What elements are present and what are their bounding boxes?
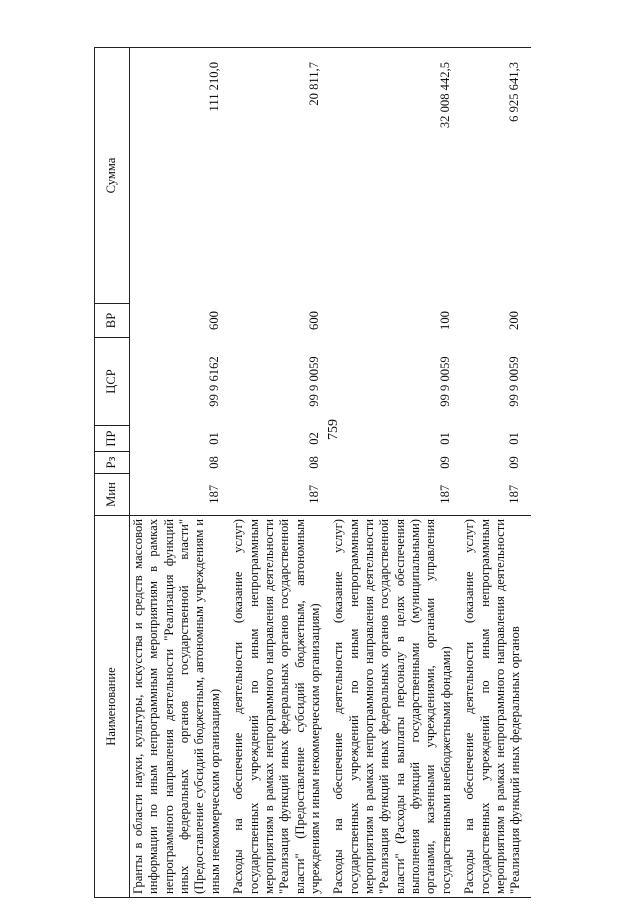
row-pr: 01 <box>206 432 221 445</box>
row-sum: 32 008 442,5 <box>330 48 461 304</box>
header-pr: ПР <box>95 426 130 452</box>
row-pr: 01 <box>437 432 452 445</box>
table-row <box>130 48 231 898</box>
row-min: 187 <box>437 484 452 504</box>
row-sum: 20 811,7 <box>230 48 330 304</box>
row-name: Расходы на обеспечение деятельности (оказание услуг) государственных учреждений по иным непрограммным мероприятиям в рамках непрограммного направления деятельности "Реализация функций иных федеральных органов государственной власти" (Предоставление субсидий бюджетным, автономным учреждениям и иным некоммерческим организациям) <box>230 516 330 898</box>
row-csr: 99 9 0059 <box>507 356 522 407</box>
row-vr: 100 <box>437 311 452 330</box>
row-name: Гранты в области науки, культуры, искусства и средств массовой информации по иным непрограммным мероприятиям в рамках непрограммного направления деятельности "Реализация функций иных федеральных органов государственной власти" (Предоставление субсидий бюджетным, автономным учреждениям и иным некоммерческим организациям) <box>130 516 231 898</box>
header-rz: Рз <box>95 452 130 474</box>
row-vr: 200 <box>507 311 522 330</box>
header-sum: Сумма <box>95 48 130 304</box>
header-min: Мин <box>95 474 130 516</box>
row-vr: 600 <box>306 311 321 330</box>
budget-table-rotated <box>94 48 620 898</box>
row-min: 187 <box>306 484 321 504</box>
page-number: 759 <box>326 419 341 440</box>
row-sum: 6 925 641,3 <box>461 48 530 304</box>
table-row <box>230 48 330 898</box>
budget-table <box>94 47 531 898</box>
row-rz: 09 <box>507 456 522 469</box>
row-rz: 09 <box>437 456 452 469</box>
header-csr: ЦСР <box>95 338 130 426</box>
row-pr: 01 <box>507 432 522 445</box>
row-csr: 99 9 6162 <box>206 356 221 407</box>
row-min: 187 <box>507 484 522 504</box>
row-rz: 08 <box>306 456 321 469</box>
header-vr: ВР <box>95 304 130 338</box>
row-sum: 111 210,0 <box>130 48 231 304</box>
row-csr: 99 9 0059 <box>306 356 321 407</box>
row-name: Расходы на обеспечение деятельности (оказание услуг) государственных учреждений по иным непрограммным мероприятиям в рамках непрограммного направления деятельности "Реализация функций иных федеральных органов <box>461 516 530 898</box>
header-name: Наименование <box>95 516 130 898</box>
row-name: Расходы на обеспечение деятельности (оказание услуг) государственных учреждений по иным непрограммным мероприятиям в рамках непрограммного направления деятельности "Реализация функций иных федеральных органов государственной власти" (Расходы на выплаты персоналу в целях обеспечения выполнения функций государственными (муниципальными) органами, казенными учреждениями, органами управления государственными внебюджетными фондами) <box>330 516 461 898</box>
row-csr: 99 9 0059 <box>437 356 452 407</box>
table-row <box>461 48 530 898</box>
row-pr: 02 <box>306 432 321 445</box>
row-min: 187 <box>206 484 221 504</box>
row-vr: 600 <box>206 311 221 330</box>
table-row <box>330 48 461 898</box>
row-rz: 08 <box>206 456 221 469</box>
table-header-row <box>95 48 130 898</box>
